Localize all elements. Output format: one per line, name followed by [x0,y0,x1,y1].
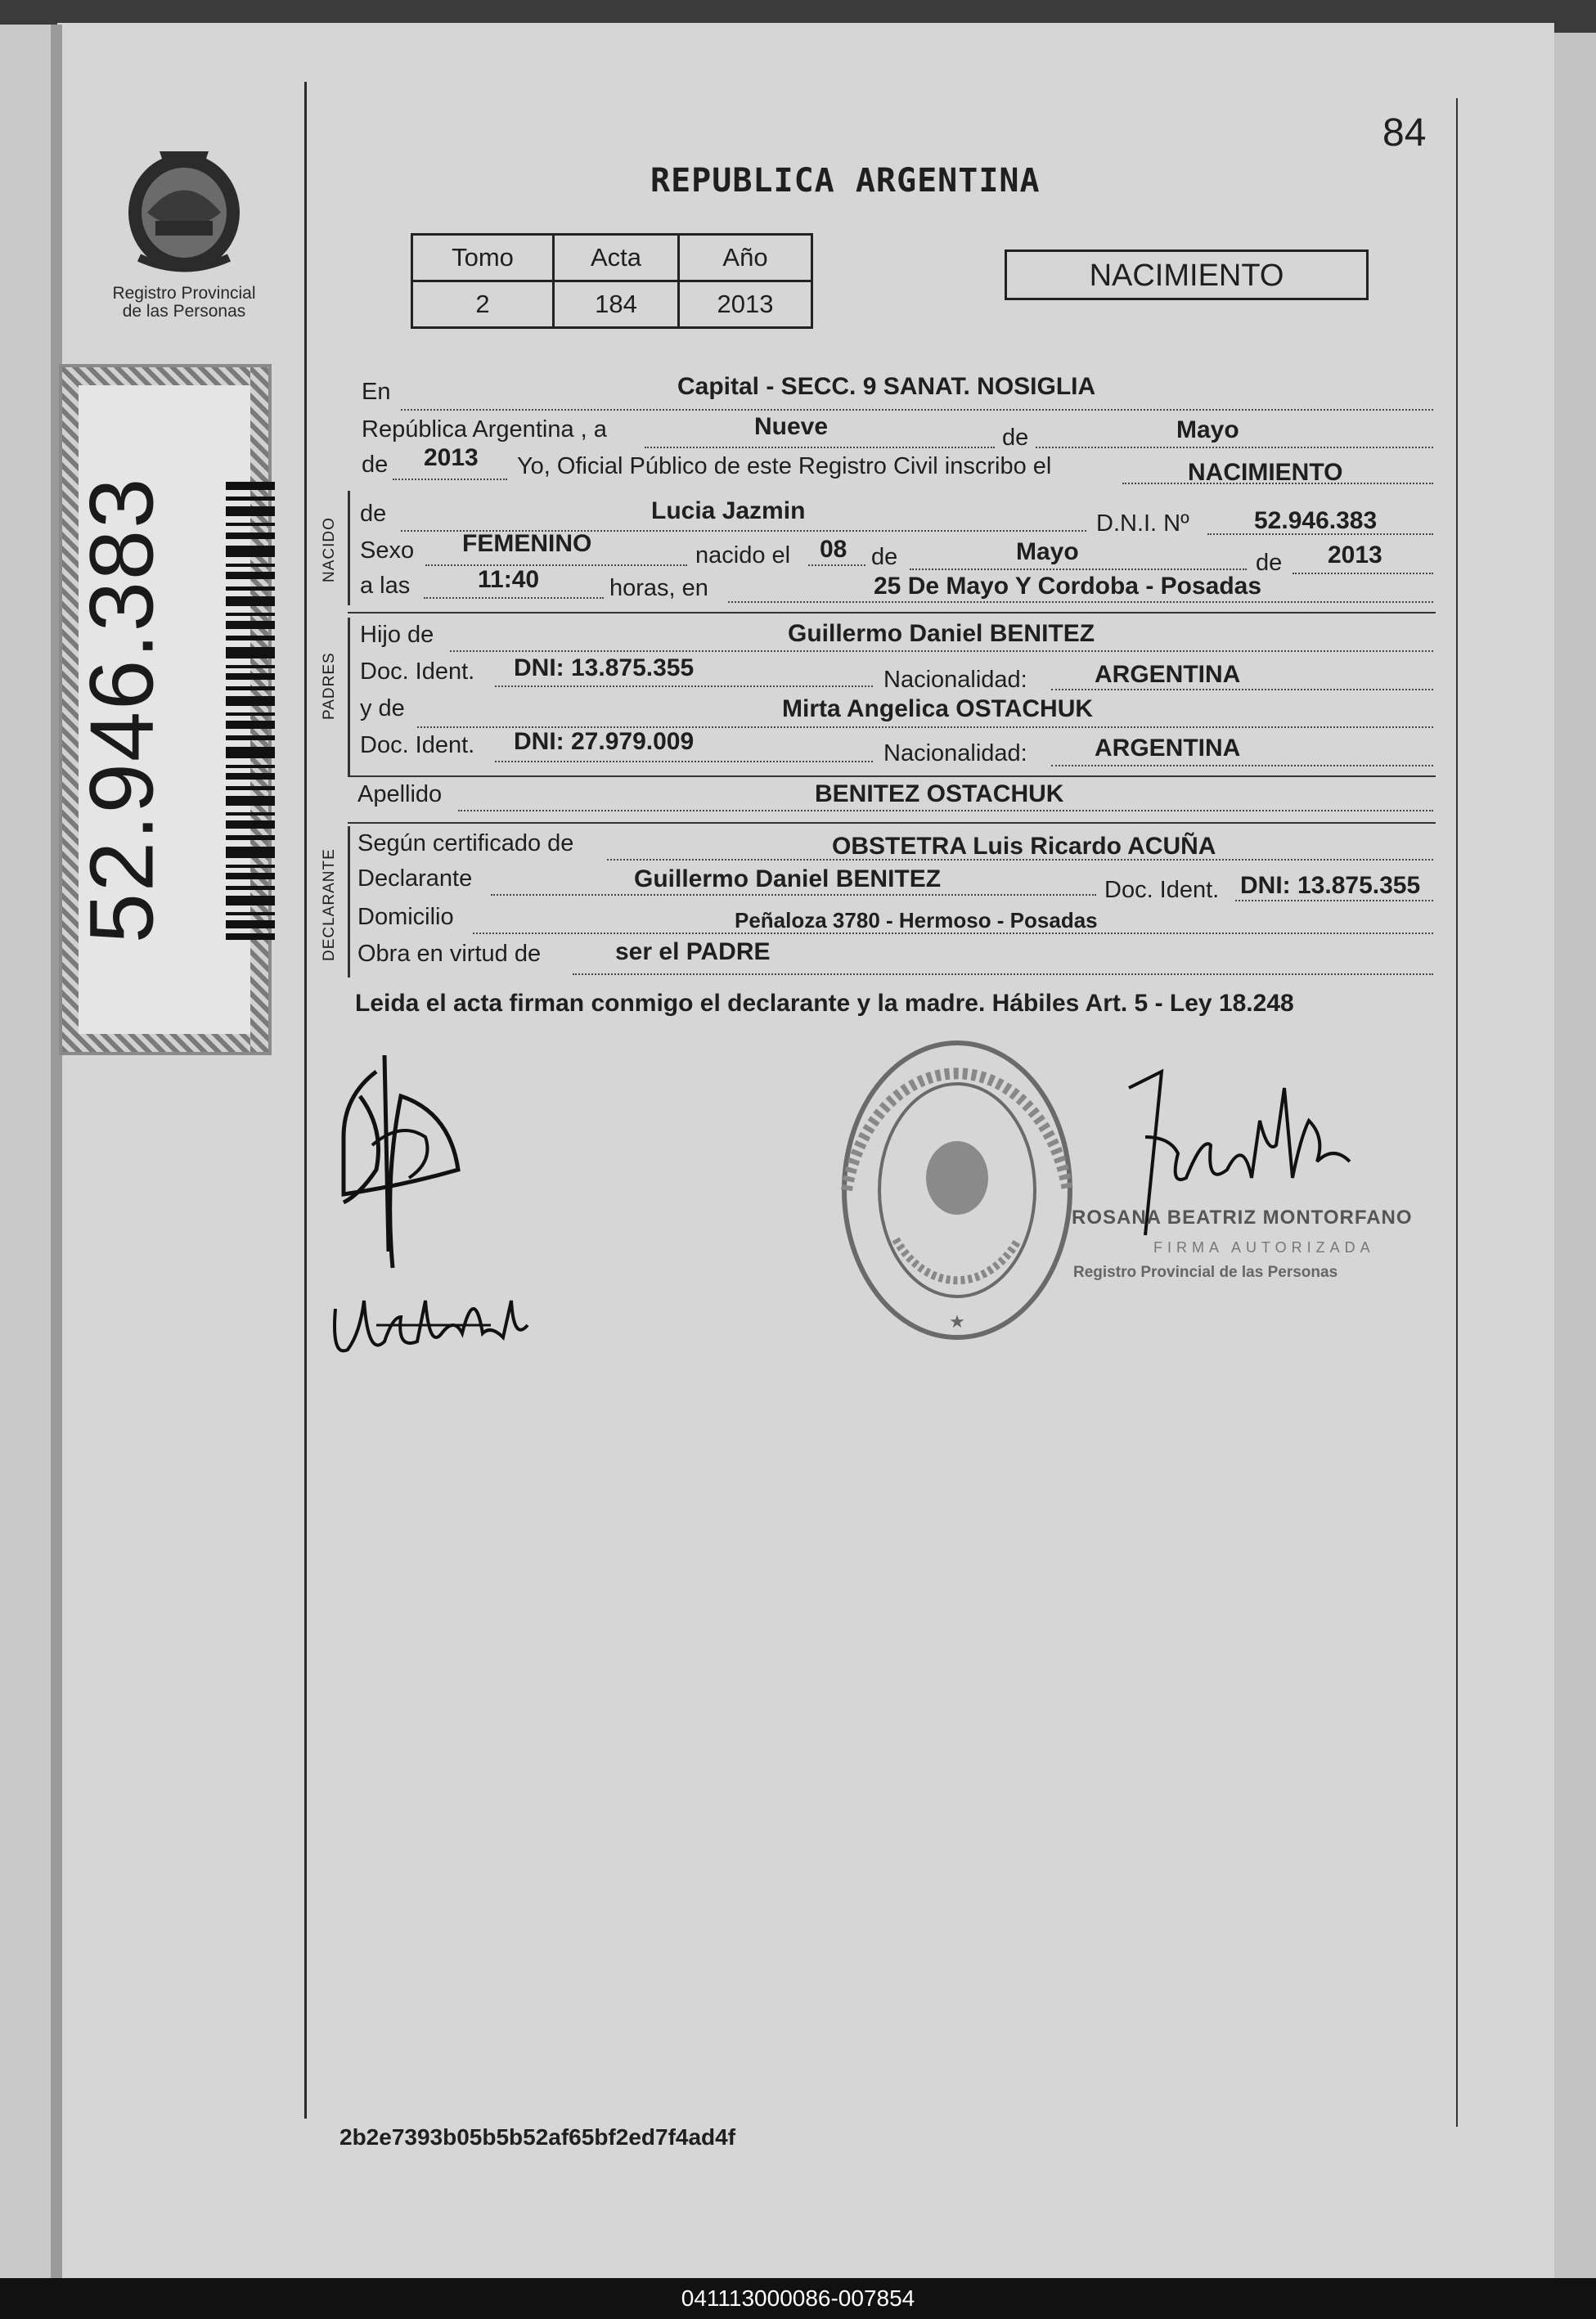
madre-value: Mirta Angelica OSTACHUK [782,695,1094,722]
en-label: En [362,379,391,405]
mes-value: Mayo [1176,416,1239,443]
sexo-label: Sexo [360,537,415,564]
de-label: de [362,452,389,478]
padre-value: Guillermo Daniel BENITEZ [788,620,1095,647]
section-rule [348,775,1436,777]
page-number: 84 [1382,111,1427,155]
svg-text:★: ★ [949,1311,965,1332]
madre-nac-value: ARGENTINA [1095,735,1241,762]
barcode-number: 52.946.383 [71,476,172,943]
hijo-de-label: Hijo de [360,622,434,648]
provincial-seal-logo [123,135,245,278]
dotted-line [728,601,1433,603]
anio-value: 2013 [424,444,479,471]
lugar-nac-value: 25 De Mayo Y Cordoba - Posadas [874,573,1262,600]
obra-label: Obra en virtud de [357,941,542,967]
dotted-line [1051,689,1433,690]
alas-label: a las [360,573,411,599]
dia-value: Nueve [754,413,829,440]
page-gutter [51,25,62,2282]
domicilio-value: Peñaloza 3780 - Hermoso - Posadas [735,908,1098,933]
y-de-label: y de [360,695,405,721]
segun-certificado-label: Según certificado de [357,830,574,856]
nombre-value: Lucia Jazmin [651,497,806,524]
dotted-line [458,810,1433,811]
section-label-declarante: DECLARANTE [321,848,338,961]
dotted-line [424,597,604,599]
inscripcion-value: NACIMIENTO [1188,459,1343,486]
doc-ident-label: Doc. Ident. [360,732,475,758]
declarante-label: Declarante [357,865,473,892]
dotted-line [1036,447,1433,448]
madre-doc-value: DNI: 27.979.009 [514,728,695,755]
mes-nac-value: Mayo [1016,538,1079,565]
nacido-bracket [348,491,350,605]
dotted-line [495,761,873,762]
dia-nac-value: 08 [820,536,847,563]
apellido-value: BENITEZ OSTACHUK [815,780,1064,807]
dotted-line [910,569,1247,570]
footer-code: 041113000086-007854 [0,2278,1596,2319]
official-registry: Registro Provincial de las Personas [1073,1264,1338,1281]
lugar-value: Capital - SECC. 9 SANAT. NOSIGLIA [677,373,1096,400]
certificado-value: OBSTETRA Luis Ricardo ACUÑA [832,833,1216,860]
dni-value: 52.946.383 [1254,507,1378,534]
table-header-row [412,235,812,281]
sticker-bottom-stripe [62,1034,268,1052]
sexo-value: FEMENINO [462,530,592,557]
right-page-edge [1554,33,1596,2282]
yo-text: Yo, Oficial Público de este Registro Civil inscribo el [517,453,1052,479]
dotted-line [645,447,995,448]
tomo-acta-anio-table [411,233,813,329]
obra-value: ser el PADRE [615,938,771,965]
logo-caption-line-2: de las Personas [122,302,246,321]
de-label: de [1002,425,1029,451]
de-label: de [1256,550,1283,576]
dotted-line [450,650,1433,652]
value-acta: 184 [554,281,679,328]
padre-doc-value: DNI: 13.875.355 [514,654,695,681]
official-name: ROSANA BEATRIZ MONTORFANO [1072,1207,1413,1229]
country-title: REPUBLICA ARGENTINA [650,162,1041,200]
dotted-line [1051,765,1433,766]
declarante-doc-value: DNI: 13.875.355 [1240,872,1421,899]
closing-statement: Leida el acta firman conmigo el declarante y la madre. Hábiles Art. 5 - Ley 18.248 [355,990,1294,1017]
left-page-edge [0,25,57,2278]
de-label: de [871,544,898,570]
barcode-sticker [59,364,272,1055]
padres-bracket [348,618,350,777]
section-label-padres: PADRES [321,652,338,720]
page-right-border [1456,98,1458,2127]
padre-nac-value: ARGENTINA [1095,661,1241,688]
dotted-line [491,894,1096,896]
logo-caption [90,285,278,321]
dotted-line [495,685,873,687]
logo-caption-line-1: Registro Provincial [112,284,256,303]
apellido-label: Apellido [357,781,443,807]
official-role: FIRMA AUTORIZADA [1153,1239,1375,1256]
dotted-line [425,564,687,566]
header-anio: Año [679,235,812,281]
nacionalidad-label: Nacionalidad: [883,667,1027,693]
sticker-top-stripe [62,367,268,385]
dotted-line [1235,900,1433,901]
value-tomo: 2 [412,281,554,328]
doc-ident-label: Doc. Ident. [360,658,475,685]
dotted-line [808,564,865,566]
hora-value: 11:40 [478,566,540,593]
declarante-bracket [348,826,350,977]
dotted-line [573,973,1433,975]
section-label-nacido: NACIDO [321,517,338,582]
document-hash: 2b2e7393b05b5b52af65bf2ed7f4ad4f [339,2124,736,2150]
dotted-line [393,479,507,480]
nacionalidad-label: Nacionalidad: [883,740,1027,766]
dni-label: D.N.I. Nº [1096,510,1189,537]
official-stamp [838,1035,1076,1346]
header-acta: Acta [554,235,679,281]
table-value-row [412,281,812,328]
doc-ident-label: Doc. Ident. [1104,877,1220,903]
dotted-line [1293,573,1433,574]
value-anio: 2013 [679,281,812,328]
de-label: de [360,501,387,527]
margin-rule [304,82,307,2119]
anio-nac-value: 2013 [1328,542,1382,569]
horas-en-label: horas, en [609,575,708,601]
domicilio-label: Domicilio [357,904,454,930]
dotted-line [401,409,1433,411]
declarante-value: Guillermo Daniel BENITEZ [634,865,942,892]
barcode-bars [226,482,275,940]
republica-label: República Argentina , a [362,416,607,443]
madre-signature [327,1268,532,1374]
section-rule [348,822,1436,824]
declarante-signature [327,1047,491,1276]
record-type-box: NACIMIENTO [1005,249,1369,300]
nacido-el-label: nacido el [695,542,791,569]
section-rule [348,612,1436,613]
header-tomo: Tomo [412,235,554,281]
